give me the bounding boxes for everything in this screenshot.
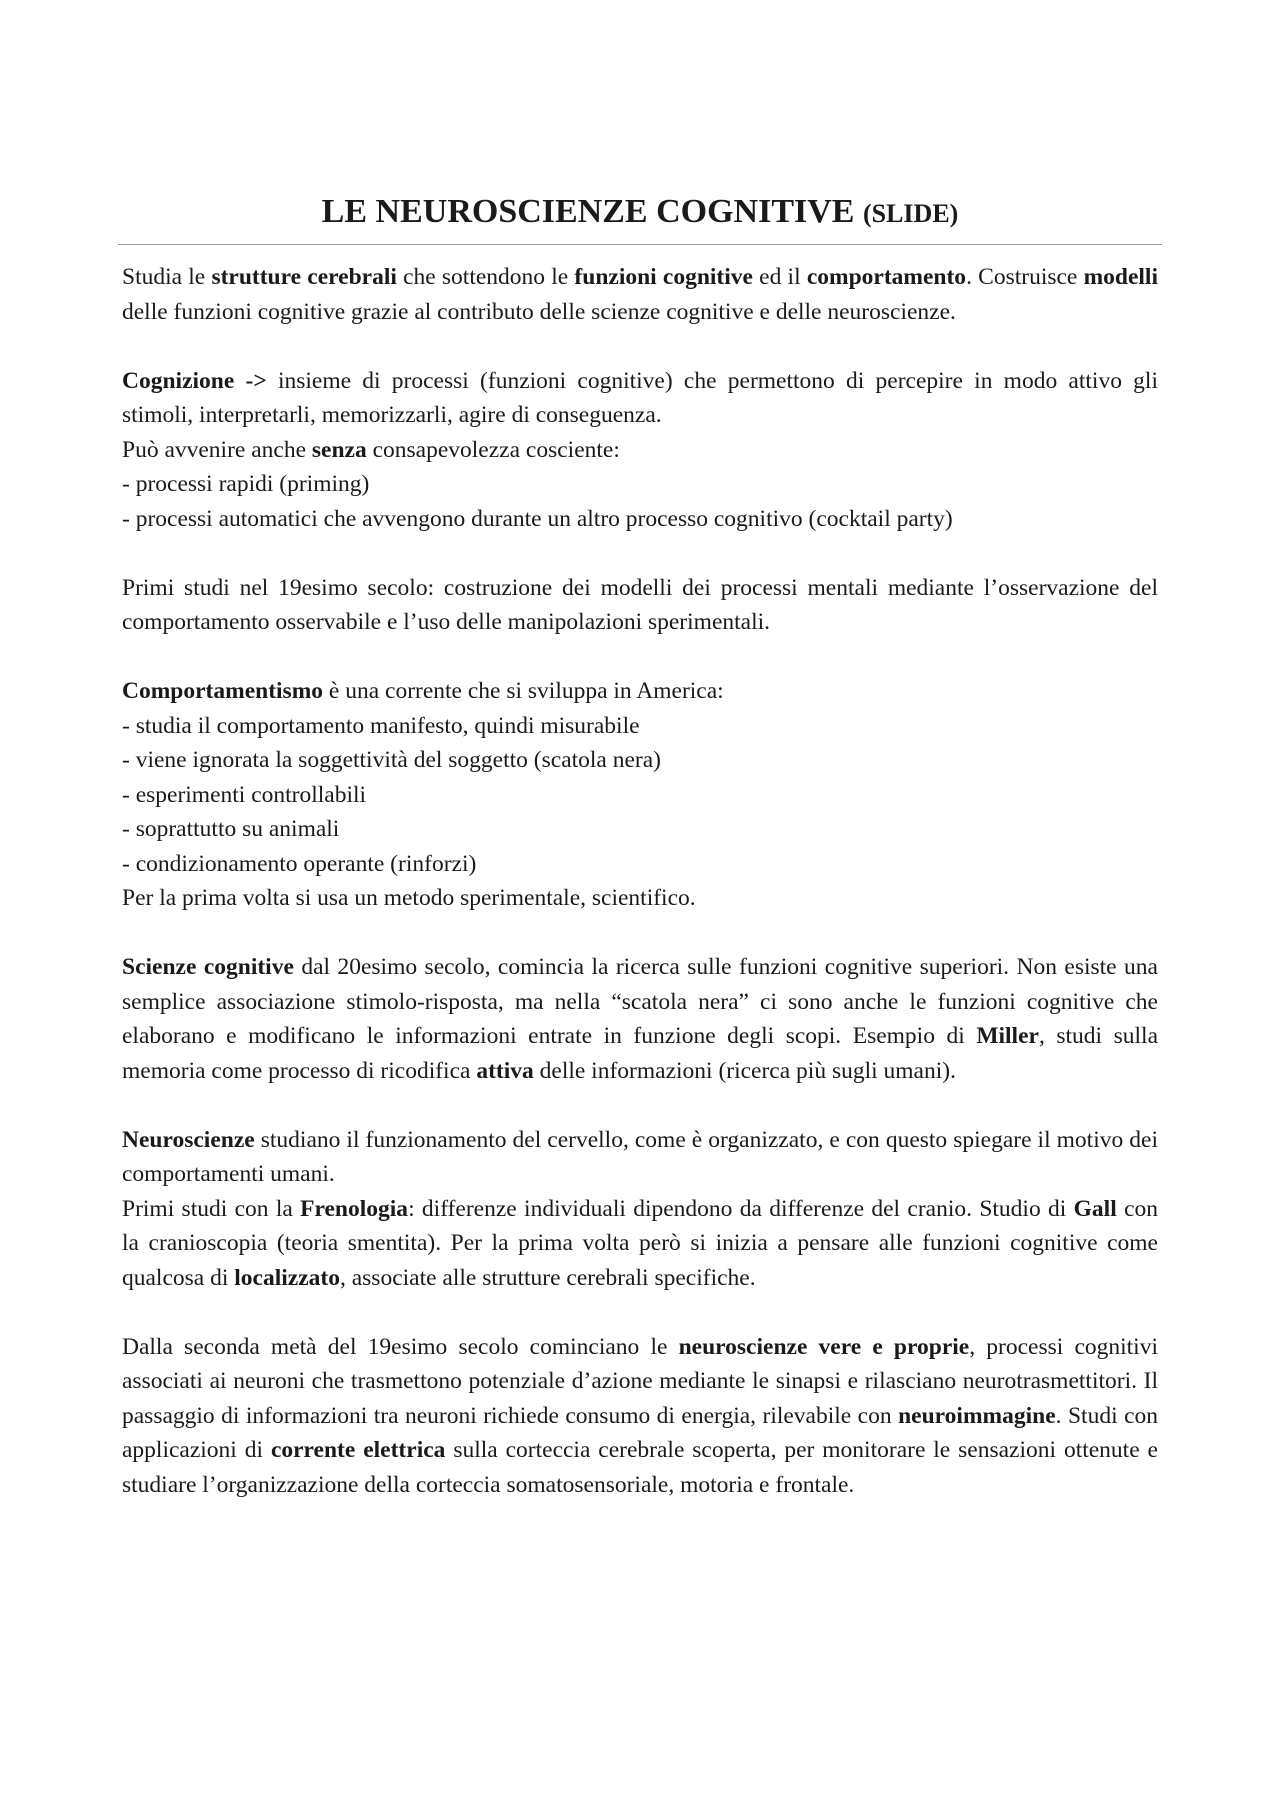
page-title bbox=[118, 190, 1162, 245]
list-item: - soprattutto su animali bbox=[122, 816, 340, 842]
text-run: sulla corteccia cerebrale scoperta, per monitorare le sensazioni ottenute e studiare l’organizzazione della corteccia somatosensoriale, motoria e frontale. bbox=[122, 1437, 1158, 1498]
bold-term: Scienze cognitive bbox=[122, 954, 294, 980]
bold-term: neuroimmagine bbox=[898, 1402, 1056, 1429]
text-run: è una corrente che si sviluppa in America: bbox=[323, 678, 724, 704]
bold-term: localizzato bbox=[234, 1264, 340, 1291]
bold-term: Miller bbox=[976, 1023, 1039, 1049]
text-run: ed il bbox=[752, 264, 807, 290]
paragraph-primi-studi bbox=[122, 571, 1158, 640]
list-item: - processi rapidi (priming) bbox=[122, 471, 370, 497]
list-item: - viene ignorata la soggettività del soggetto (scatola nera) bbox=[122, 747, 661, 773]
list-item: - condizionamento operante (rinforzi) bbox=[122, 850, 477, 877]
text-run: con la cranioscopia (teoria smentita). Per la prima volta però si inizia a pensare alle funzioni cognitive come qualcosa di bbox=[122, 1195, 1159, 1291]
text-run: studiano il funzionamento del cervello, come è organizzato, e con questo spiegare il motivo dei comportamenti umani. bbox=[122, 1126, 1158, 1187]
list-item: - esperimenti controllabili bbox=[122, 781, 367, 808]
bold-term: attiva bbox=[476, 1057, 534, 1084]
bold-term: Frenologia bbox=[300, 1195, 409, 1222]
text-run: consapevolezza cosciente: bbox=[366, 436, 620, 463]
bold-term: Neuroscienze bbox=[122, 1126, 255, 1153]
bold-term: modelli bbox=[1083, 264, 1158, 290]
paragraph-scienze-cognitive bbox=[122, 950, 1158, 1088]
text-run: dal 20esimo secolo, comincia la ricerca sulle funzioni cognitive superiori. Non esiste una semplice associazione stimolo-risposta, ma nella “scatola nera” ci sono anche le funzioni cognitive che elaborano e modificano le informazioni entrate in funzione degli scopi. Esempio di bbox=[122, 954, 1158, 1049]
text-run: : differenze individuali dipendono da differenze del cranio. Studio di bbox=[408, 1195, 1074, 1222]
list-item: - processi automatici che avvengono durante un altro processo cognitivo (cocktail party) bbox=[122, 505, 953, 532]
list-item: - studia il comportamento manifesto, quindi misurabile bbox=[122, 712, 640, 739]
text-run: delle funzioni cognitive grazie al contributo delle scienze cognitive e delle neuroscienze. bbox=[122, 298, 956, 325]
text-line bbox=[122, 1192, 1158, 1296]
text-run: Primi studi nel 19esimo secolo: costruzione dei modelli dei processi mentali mediante l’osservazione del comportamento osservabile e l’uso delle manipolazioni sperimentali. bbox=[122, 574, 1158, 635]
text-run: insieme di processi (funzioni cognitive) che permettono di percepire in modo attivo gli stimoli, interpretarli, memorizzarli, agire di conseguenza. bbox=[122, 367, 1158, 428]
document-body bbox=[122, 260, 1158, 1537]
text-run: . Studi con applicazioni di bbox=[122, 1402, 1159, 1463]
title-main: LE NEUROSCIENZE COGNITIVE bbox=[321, 193, 863, 230]
text-run: , associate alle strutture cerebrali specifiche. bbox=[339, 1264, 756, 1291]
bold-term: Comportamentismo bbox=[122, 678, 324, 704]
text-run: delle informazioni (ricerca più sugli umani). bbox=[533, 1057, 956, 1084]
text-line: Per la prima volta si usa un metodo sperimentale, scientifico. bbox=[122, 885, 696, 911]
bold-term: funzioni cognitive bbox=[574, 264, 753, 290]
text-run: , processi cognitivi associati ai neuroni che trasmettono potenziale d’azione mediante le sinapsi e rilasciano neurotrasmettitori. Il passaggio di informazioni tra neuroni richiede consumo di energia, rilevabile con bbox=[122, 1333, 1158, 1429]
title-suffix: (SLIDE) bbox=[862, 199, 959, 228]
paragraph-neuroscienze-vere bbox=[122, 1330, 1158, 1503]
text-run: che sottendono le bbox=[396, 264, 575, 290]
text-line bbox=[122, 433, 1158, 468]
text-run: , studi sulla memoria come processo di ricodifica bbox=[122, 1023, 1158, 1084]
paragraph-cognizione bbox=[122, 364, 1158, 537]
bold-term: Cognizione -> bbox=[122, 367, 267, 394]
bold-term: comportamento bbox=[806, 264, 967, 290]
paragraph-intro bbox=[122, 260, 1158, 329]
text-run: Studia le bbox=[122, 264, 212, 290]
text-run: Primi studi con la bbox=[122, 1195, 301, 1222]
bold-term: senza bbox=[311, 436, 367, 463]
bold-term: Gall bbox=[1073, 1195, 1117, 1222]
paragraph-comportamentismo bbox=[122, 674, 1158, 916]
text-run: Dalla seconda metà del 19esimo secolo cominciano le bbox=[122, 1333, 679, 1360]
paragraph-neuroscienze bbox=[122, 1123, 1158, 1296]
text-run: Può avvenire anche bbox=[122, 436, 312, 463]
bold-term: strutture cerebrali bbox=[211, 264, 397, 290]
text-run: . Costruisce bbox=[966, 264, 1084, 290]
bold-term: neuroscienze vere e proprie bbox=[678, 1333, 970, 1360]
bold-term: corrente elettrica bbox=[270, 1437, 446, 1463]
